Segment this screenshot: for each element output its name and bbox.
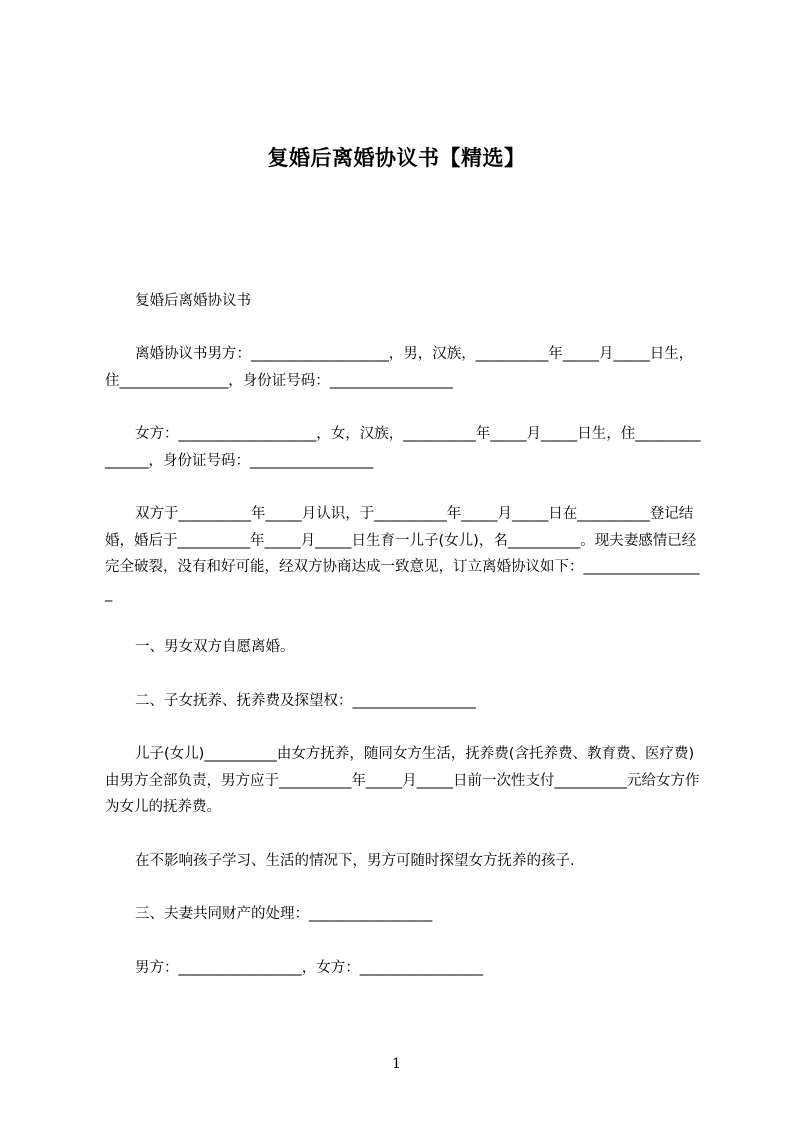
- document-title: 复婚后离婚协议书【精选】: [267, 146, 526, 170]
- paragraph-visitation: 在不影响孩子学习、生活的情况下，男方可随时探望女方抚养的孩子.: [135, 853, 575, 869]
- page-number: 1: [392, 1056, 401, 1072]
- paragraph-marriage-background: 双方于__________年_____月认识，于__________年_____月_____日在__________登记结婚，婚后于__________年_____月_____日生育一儿子(女儿)，名__________。现夫妻感情已经完全破裂，没有和好可能，经双方协商达成一致意见，订立离婚协议如下：_________________: [105, 506, 700, 602]
- paragraph-subtitle: 复婚后离婚协议书: [135, 293, 251, 309]
- clause-three-heading: 三、夫妻共同财产的处理：_________________: [135, 906, 433, 922]
- paragraph-signatures: 男方：_________________，女方：_________________: [135, 960, 483, 976]
- paragraph-husband-info: 离婚协议书男方：___________________，男，汉族，__________年_____月_____日生，住_______________，身份证号码：_________________: [105, 346, 694, 389]
- clause-two-heading: 二、子女抚养、抚养费及探望权：_________________: [135, 693, 476, 709]
- paragraph-wife-info: 女方：___________________，女，汉族，__________年_____月_____日生，住_______________，身份证号码：_________________: [105, 426, 701, 469]
- clause-one: 一、男女双方自愿离婚。: [135, 639, 295, 655]
- paragraph-child-support: 儿子(女儿)__________由女方抚养，随同女方生活，抚养费(含托养费、教育费、医疗费)由男方全部负责，男方应于__________年_____月_____日前一次性支付__________元给女方作为女儿的抚养费。: [105, 746, 700, 815]
